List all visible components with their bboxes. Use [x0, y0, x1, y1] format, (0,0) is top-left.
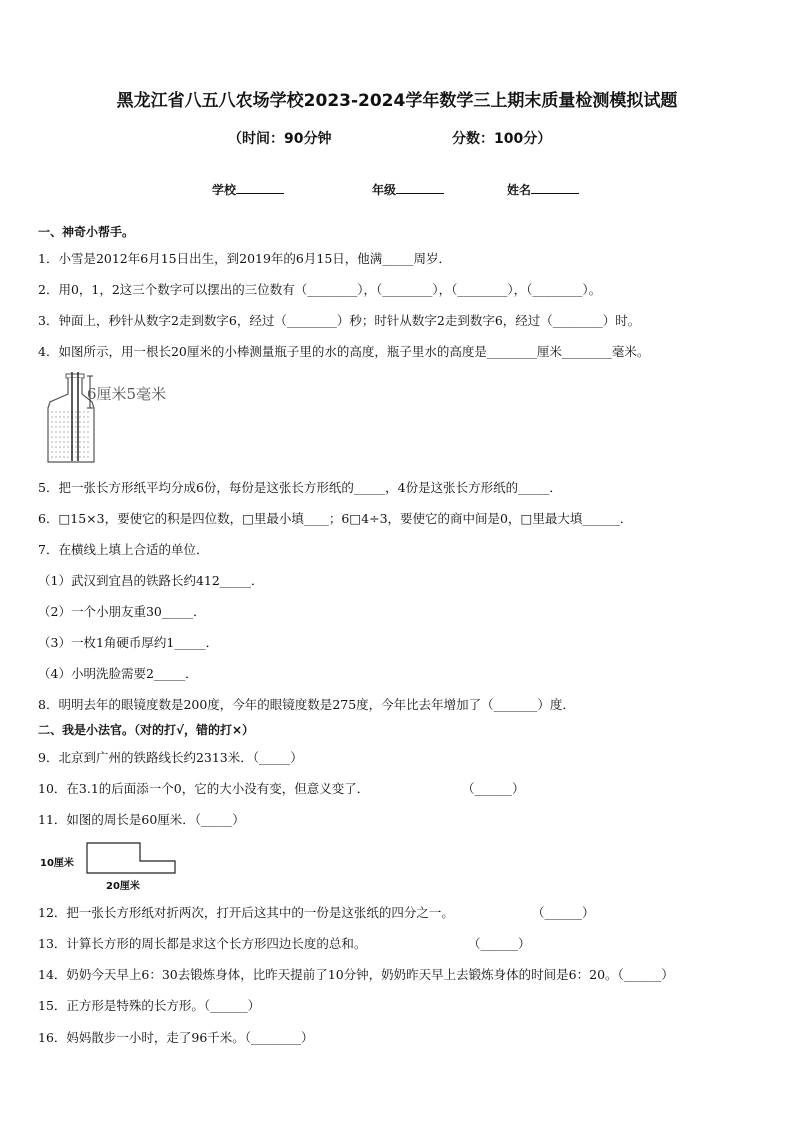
question-7-4: （4）小明洗脸需要2_____．	[38, 666, 198, 681]
question-15: 15．正方形是特殊的长方形。（______）	[38, 998, 261, 1013]
perimeter-figure-bottom-label: 20厘米	[106, 881, 140, 892]
school-label: 学校	[212, 183, 237, 197]
question-10-blank: （______）	[462, 781, 525, 796]
bottle-figure-label: 6厘米5毫米	[87, 385, 167, 403]
question-12-blank: （______）	[532, 905, 595, 920]
question-8: 8．明明去年的眼镜度数是200度，今年的眼镜度数是275度，今年比去年增加了（_______）度．	[38, 697, 575, 712]
school-blank	[236, 181, 284, 194]
question-16: 16．妈妈散步一小时，走了96千米。（________）	[38, 1030, 314, 1045]
section2-title: 二、我是小法官。（对的打√，错的打×）	[38, 723, 255, 737]
question-4: 4．如图所示，用一根长20厘米的小棒测量瓶子里的水的高度，瓶子里水的高度是________厘米________毫米。	[38, 344, 650, 359]
question-2: 2．用0，1，2这三个数字可以摆出的三位数有（________），（________），（________），（________）。	[38, 282, 602, 297]
grade-label: 年级	[372, 183, 397, 197]
question-10: 10．在3.1的后面添一个0，它的大小没有变，但意义变了．	[38, 781, 370, 796]
question-12: 12．把一张长方形纸对折两次，打开后这其中的一份是这张纸的四分之一。	[38, 905, 454, 920]
question-13: 13．计算长方形的周长都是求这个长方形四边长度的总和。	[38, 936, 367, 951]
question-13-blank: （______）	[468, 936, 531, 951]
question-1: 1．小雪是2012年6月15日出生，到2019年的6月15日，他满_____周岁．	[38, 251, 452, 266]
question-7-2: （2）一个小朋友重30_____．	[38, 604, 206, 619]
school-field	[212, 181, 284, 198]
question-14: 14．奶奶今天早上6：30去锻炼身体，比昨天提前了10分钟，奶奶昨天早上去锻炼身体的时间是6：20。（______）	[38, 967, 674, 982]
question-3: 3．钟面上，秒针从数字2走到数字6，经过（________）秒；时针从数字2走到数字6，经过（________）时。	[38, 313, 641, 328]
question-5: 5．把一张长方形纸平均分成6份，每份是这张长方形纸的_____，4份是这张长方形纸的_____．	[38, 480, 562, 495]
question-9: 9．北京到广州的铁路线长约2313米．（_____）	[38, 750, 303, 765]
question-11: 11．如图的周长是60厘米．（_____）	[38, 812, 245, 827]
question-7-1: （1）武汉到宜昌的铁路长约412_____．	[38, 573, 264, 588]
time-info: （时间：90分钟	[228, 131, 332, 147]
grade-blank	[396, 181, 444, 194]
question-7: 7．在横线上填上合适的单位．	[38, 542, 209, 557]
perimeter-figure	[86, 842, 178, 876]
exam-title: 黑龙江省八五八农场学校2023-2024学年数学三上期末质量检测模拟试题	[116, 91, 678, 111]
perimeter-figure-left-label: 10厘米	[40, 858, 74, 869]
score-info: 分数：100分）	[452, 131, 552, 147]
name-blank	[531, 181, 579, 194]
question-7-3: （3）一枚1角硬币厚约1_____．	[38, 635, 219, 650]
name-field	[507, 181, 579, 198]
grade-field	[372, 181, 444, 198]
section1-title: 一、神奇小帮手。	[38, 225, 135, 239]
name-label: 姓名	[507, 183, 532, 197]
question-6: 6．□15×3，要使它的积是四位数，□里最小填____；6□4÷3，要使它的商中间是0，□里最大填______．	[38, 511, 633, 526]
